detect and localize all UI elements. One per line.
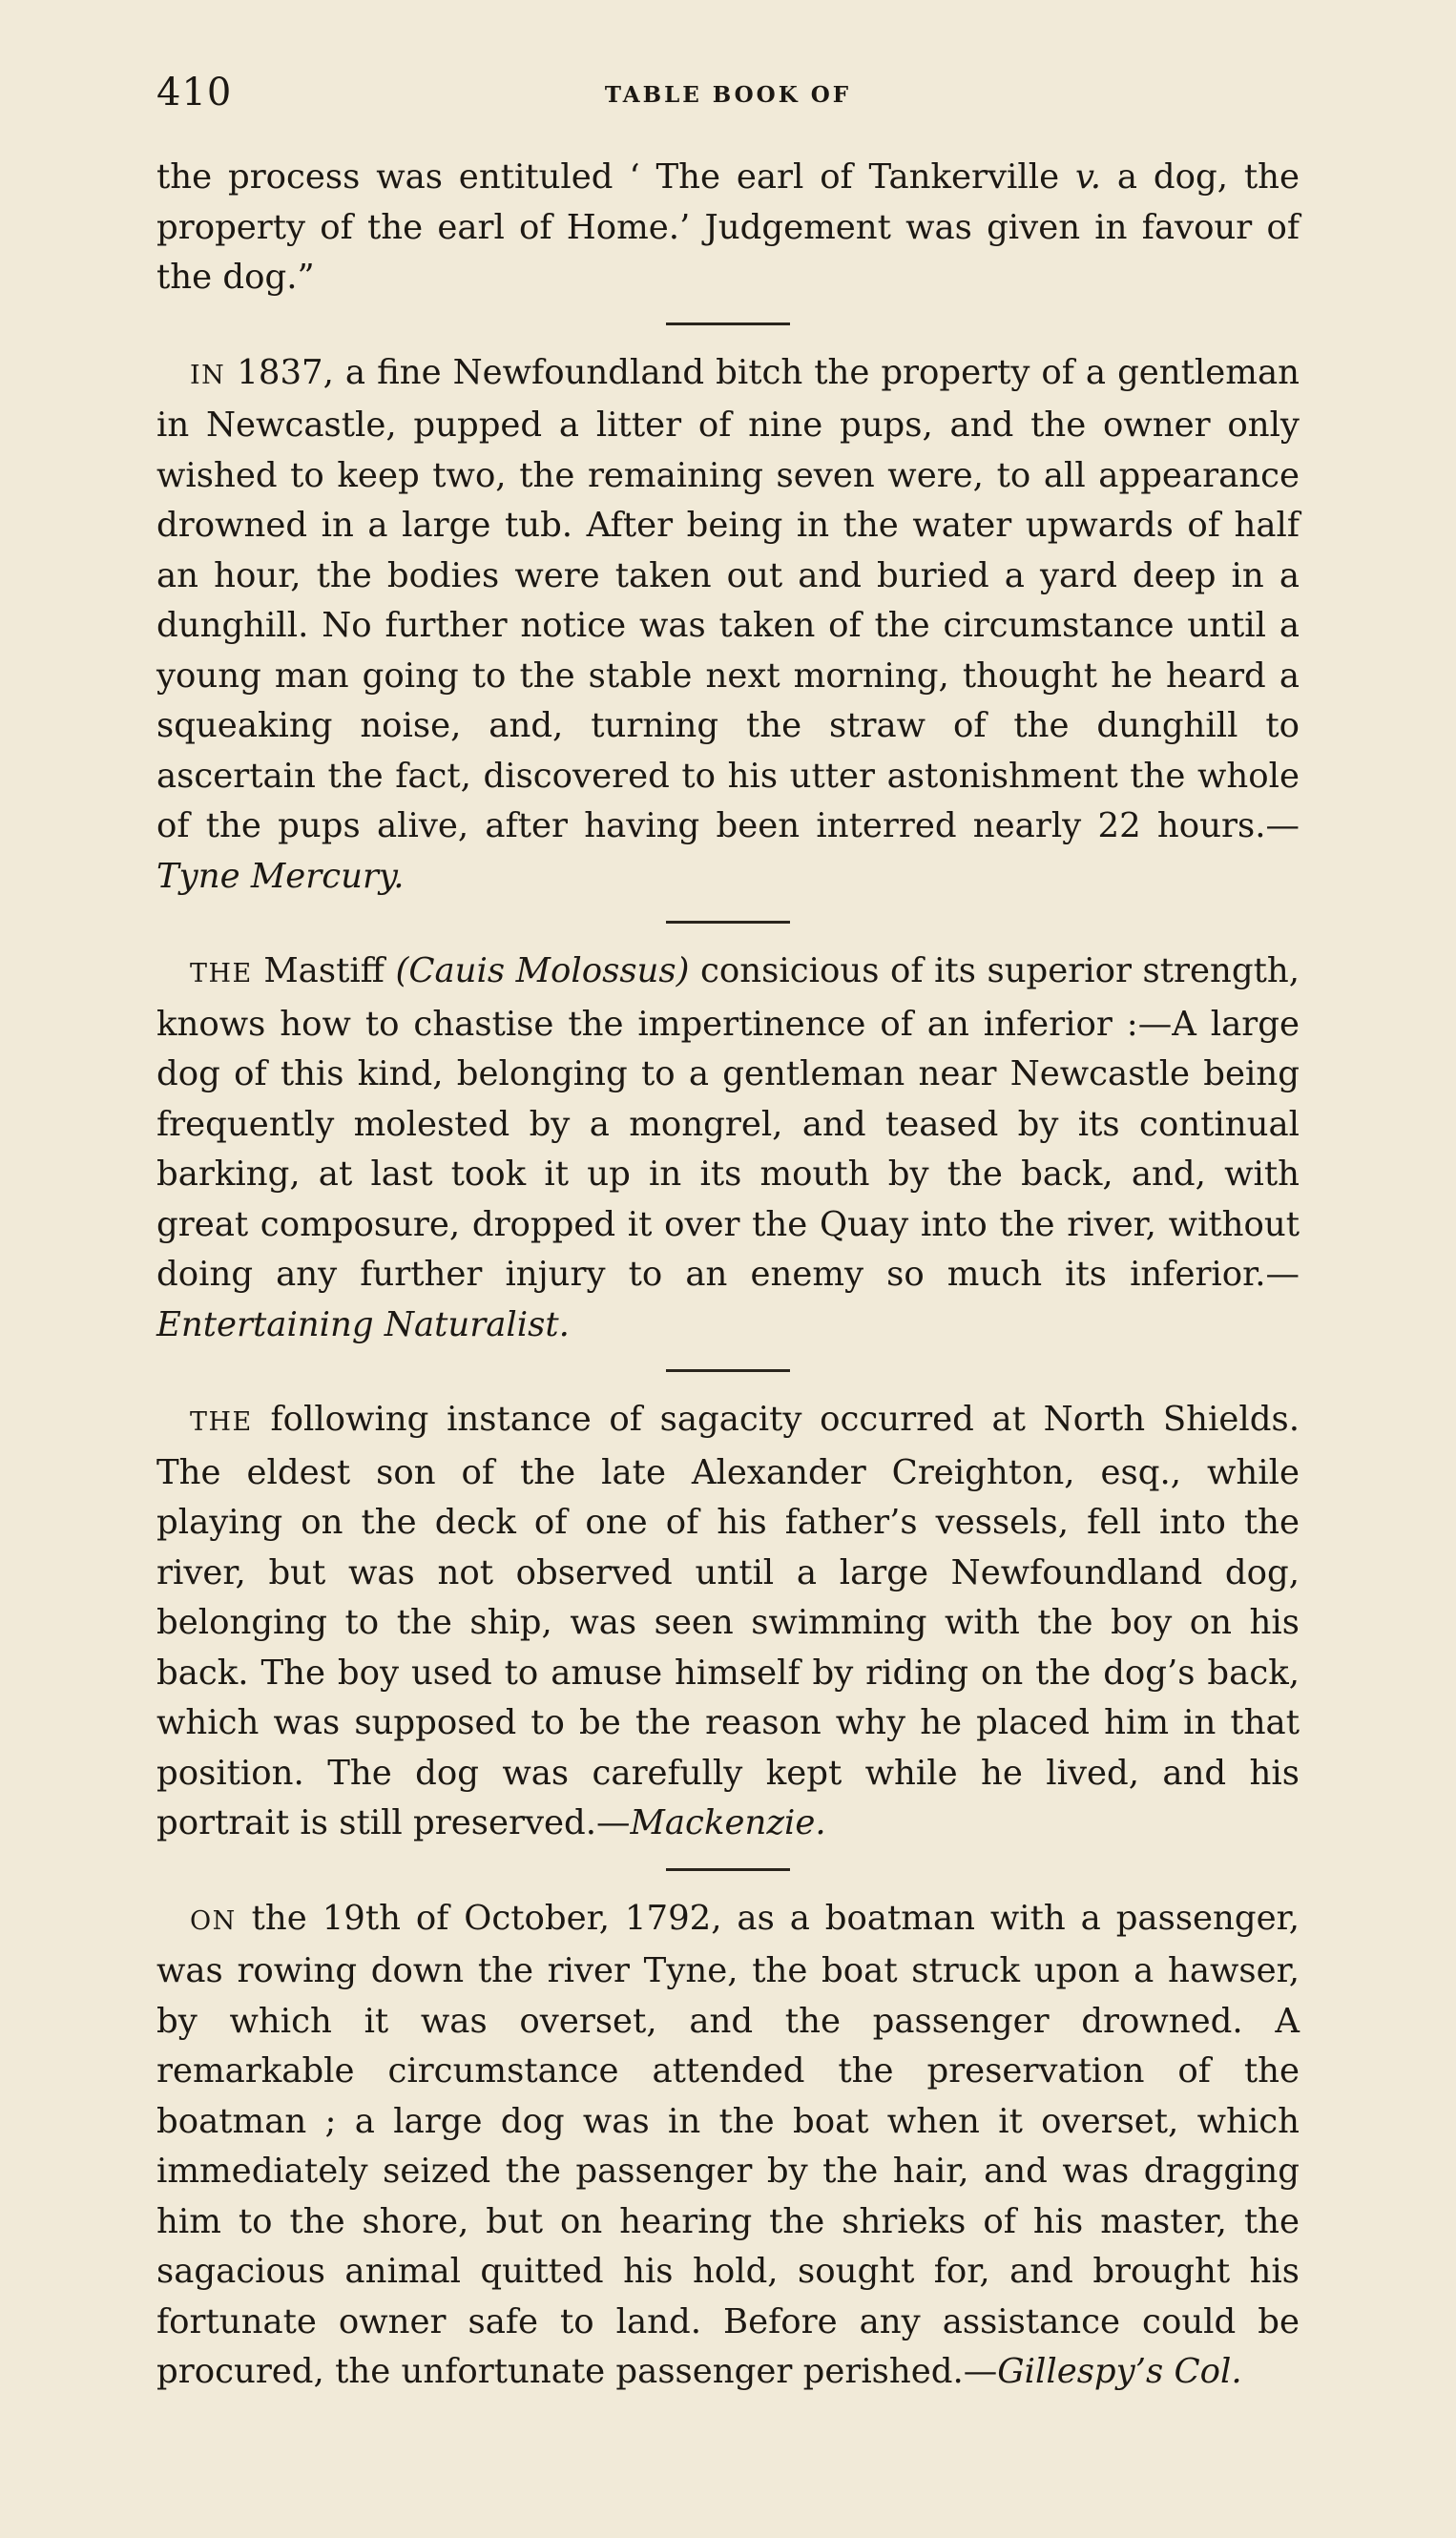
- paragraph-text: a dog, the property of the earl of Home.’ Judgement was given in favour of the dog.”: [156, 157, 1300, 297]
- paragraph-north-shields: [156, 1395, 1300, 1849]
- page-number: 410: [156, 71, 233, 114]
- lead-word: IN: [190, 360, 226, 390]
- section-divider: [666, 322, 790, 325]
- source-citation: Gillespy’s Col.: [997, 2352, 1242, 2391]
- running-head: TABLE BOOK OF: [604, 82, 852, 108]
- paragraph-text: the 19th of October, 1792, as a boatman with a passenger, was rowing down the river Tyne, the boat struck upon a hawser, by which it was overset, and the passenger drowned. A remarkable circumstance attended the preservation of the boatman ; a large dog was in the boat when it overset, which immediately seized the passenger by the hair, and was dragging him to the shore, but on hearing the shrieks of his master, the sagacious animal quitted his hold, sought for, and brought his fortunate owner safe to land. Before any assistance could be procured, the unfortunate passenger perished.—: [156, 1898, 1300, 2391]
- paragraph-text: Mastiff: [252, 951, 396, 990]
- paragraph-tankerville: [156, 153, 1300, 303]
- lead-word: THE: [190, 1407, 253, 1437]
- paragraph-boatman: [156, 1894, 1300, 2398]
- lead-word: ON: [190, 1905, 237, 1936]
- page-header: [156, 69, 1300, 116]
- paragraph-newfoundland-pups: [156, 348, 1300, 903]
- body-text: [156, 153, 1300, 2398]
- lead-word: THE: [190, 959, 253, 988]
- paragraph-text: the process was entituled ‘ The earl of Tankerville: [156, 157, 1075, 197]
- paragraph-text: 1837, a fine Newfoundland bitch the property of a gentleman in Newcastle, pupped a litter of nine pups, and the owner only wished to keep two, the remaining seven were, to all appearance drowned in a large tub. After being in the water upwards of half an hour, the bodies were taken out and buried a yard deep in a dunghill. No further notice was taken of the circumstance until a young man going to the stable next morning, thought he heard a squeaking noise, and, turning the straw of the dunghill to ascertain the fact, discovered to his utter astonishment the whole of the pups alive, after having been interred nearly 22 hours.—: [156, 352, 1300, 845]
- source-citation: Entertaining Naturalist.: [156, 1304, 570, 1344]
- section-divider: [666, 1369, 790, 1372]
- source-citation: Tyne Mercury.: [156, 856, 405, 896]
- section-divider: [666, 1868, 790, 1871]
- paragraph-text: consicious of its superior strength, knows how to chastise the impertinence of an inferior :—A large dog of this kind, belonging to a gentleman near Newcastle being frequently molested by a mongrel, and teased by its continual barking, at last took it up in its mouth by the back, and, with great composure, dropped it over the Quay into the river, without doing any further injury to an enemy so much its inferior.—: [156, 951, 1300, 1294]
- species-name: (Cauis Molossus): [395, 951, 690, 990]
- paragraph-text: following instance of sagacity occurred at North Shields. The eldest son of the late Alexander Creighton, esq., while playing on the deck of one of his father’s vessels, fell into the river, but was not observed until a large Newfoundland dog, belonging to the ship, was seen swimming with the boy on his back. The boy used to amuse himself by riding on the dog’s back, which was supposed to be the reason why he placed him in that position. The dog was carefully kept while he lived, and his portrait is still preserved.—: [156, 1400, 1300, 1842]
- section-divider: [666, 921, 790, 924]
- versus-italic: v.: [1074, 157, 1102, 197]
- paragraph-mastiff: [156, 947, 1300, 1350]
- source-citation: Mackenzie.: [630, 1803, 826, 1842]
